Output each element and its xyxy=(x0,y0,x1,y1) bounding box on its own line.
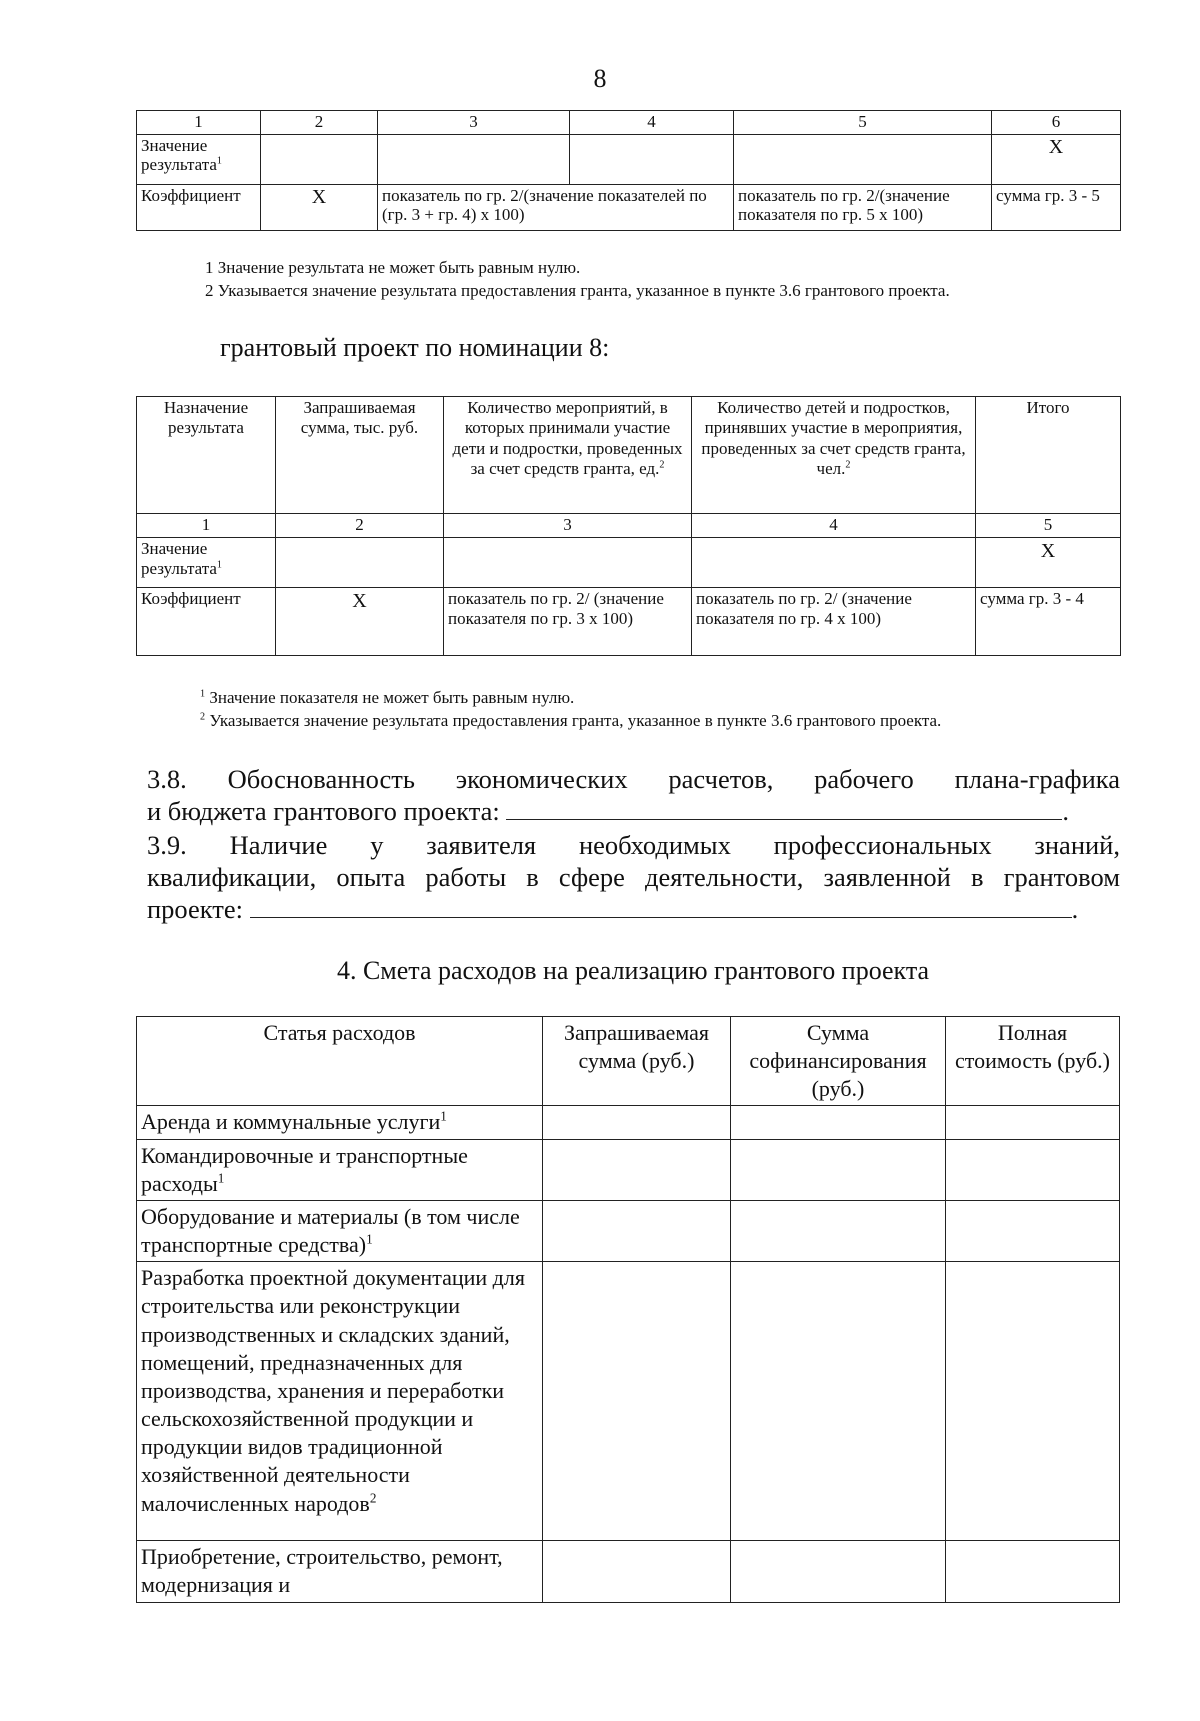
footnote: $^1$ Значение показателя не может быть равным нулю. xyxy=(200,688,575,707)
expense-item: Оборудование и материалы (в том числе транспортные средства)$^1$ xyxy=(137,1200,543,1261)
footnotes-table1 xyxy=(205,256,950,302)
table-row-numbers xyxy=(137,514,1121,538)
column-number: 2 xyxy=(261,111,378,135)
table-row-coefficient xyxy=(137,588,1121,656)
paragraph-line: проекте: . xyxy=(147,894,1079,924)
expense-item: Командировочные и транспортные расходы$^1$ xyxy=(137,1139,543,1200)
requested-amount-cell[interactable] xyxy=(543,1541,731,1602)
column-number: 4 xyxy=(570,111,734,135)
table-header-row xyxy=(137,1017,1120,1106)
formula-cell: сумма гр. 3 - 4 xyxy=(976,588,1121,656)
total-cost-cell[interactable] xyxy=(946,1106,1120,1139)
formula-cell: показатель по гр. 2/ (значение показателя по гр. 3 х 100) xyxy=(444,588,692,656)
table-row-value xyxy=(137,538,1121,588)
header-cell: Запрашиваемая сумма, тыс. руб. xyxy=(276,397,444,514)
requested-amount-cell[interactable] xyxy=(543,1200,731,1261)
requested-amount-cell[interactable] xyxy=(543,1106,731,1139)
paragraph-3-9 xyxy=(147,829,1120,925)
formula-cell: показатель по гр. 2/(значение показателей по (гр. 3 + гр. 4) х 100) xyxy=(378,185,734,231)
input-cell[interactable] xyxy=(276,538,444,588)
column-number: 5 xyxy=(734,111,992,135)
column-number: 3 xyxy=(378,111,570,135)
paragraph-line: и бюджета грантового проекта: . xyxy=(147,796,1070,826)
row-label: Значение результата$^1$ xyxy=(137,538,276,588)
results-table-continued xyxy=(136,110,1121,231)
paragraph-line: 3.8. Обоснованность экономических расчетов, рабочего плана-графика xyxy=(147,764,1120,794)
requested-amount-cell[interactable] xyxy=(543,1139,731,1200)
total-cost-cell[interactable] xyxy=(946,1541,1120,1602)
header-cell: Количество детей и подростков, принявших участие в мероприятия, проведенных за счет средств гранта, чел.$^2$ xyxy=(692,397,976,514)
input-cell[interactable] xyxy=(378,135,570,185)
header-cell: Статья расходов xyxy=(137,1017,543,1106)
requested-amount-cell[interactable] xyxy=(543,1262,731,1541)
header-cell: Количество мероприятий, в которых принимали участие дети и подростки, проведенных за счет средств гранта, ед.$^2$ xyxy=(444,397,692,514)
column-number: 4 xyxy=(692,514,976,538)
row-label: Коэффициент xyxy=(137,588,276,656)
header-cell: Запрашиваемая сумма (руб.) xyxy=(543,1017,731,1106)
column-number: 1 xyxy=(137,111,261,135)
page-number: 8 xyxy=(593,64,607,93)
budget-table xyxy=(136,1016,1120,1603)
table-row-numbers xyxy=(137,111,1121,135)
table-header-row xyxy=(137,397,1121,514)
table-row xyxy=(137,1541,1120,1602)
column-number: 5 xyxy=(976,514,1121,538)
column-number: 2 xyxy=(276,514,444,538)
cross-mark: Х xyxy=(261,185,378,231)
row-label: Коэффициент xyxy=(137,185,261,231)
fill-in-blank-qualification[interactable] xyxy=(250,895,1072,918)
input-cell[interactable] xyxy=(444,538,692,588)
cross-mark: Х xyxy=(992,135,1121,185)
input-cell[interactable] xyxy=(570,135,734,185)
footnote: 1 Значение результата не может быть равным нулю. xyxy=(205,258,581,277)
footnotes-table2 xyxy=(200,686,941,732)
expense-item: Аренда и коммунальные услуги$^1$ xyxy=(137,1106,543,1139)
input-cell[interactable] xyxy=(692,538,976,588)
formula-cell: сумма гр. 3 - 5 xyxy=(992,185,1121,231)
column-number: 6 xyxy=(992,111,1121,135)
cofinancing-amount-cell[interactable] xyxy=(731,1541,946,1602)
cofinancing-amount-cell[interactable] xyxy=(731,1200,946,1261)
formula-cell: показатель по гр. 2/(значение показателя по гр. 5 х 100) xyxy=(734,185,992,231)
table-row-value xyxy=(137,135,1121,185)
table-row xyxy=(137,1262,1120,1541)
column-number: 3 xyxy=(444,514,692,538)
table-row xyxy=(137,1106,1120,1139)
cross-mark: Х xyxy=(276,588,444,656)
header-cell: Сумма софинансирования (руб.) xyxy=(731,1017,946,1106)
input-cell[interactable] xyxy=(261,135,378,185)
header-cell: Полная стоимость (руб.) xyxy=(946,1017,1120,1106)
footnote: 2 Указывается значение результата предоставления гранта, указанное в пункте 3.6 грантового проекта. xyxy=(205,281,950,300)
results-table-nomination-8 xyxy=(136,396,1121,656)
cofinancing-amount-cell[interactable] xyxy=(731,1262,946,1541)
input-cell[interactable] xyxy=(734,135,992,185)
fill-in-blank-justification[interactable] xyxy=(506,797,1062,820)
footnote: $^2$ Указывается значение результата предоставления гранта, указанное в пункте 3.6 грантового проекта. xyxy=(200,711,942,730)
table-row xyxy=(137,1139,1120,1200)
cross-mark: Х xyxy=(976,538,1121,588)
cofinancing-amount-cell[interactable] xyxy=(731,1106,946,1139)
header-cell: Назначение результата xyxy=(137,397,276,514)
total-cost-cell[interactable] xyxy=(946,1262,1120,1541)
total-cost-cell[interactable] xyxy=(946,1139,1120,1200)
expense-item: Приобретение, строительство, ремонт, модернизация и xyxy=(137,1541,543,1602)
expense-item: Разработка проектной документации для строительства или реконструкции производственных и складских зданий, помещений, предназначенных для производства, хранения и переработки сельскохозяйственной продукции и продукции видов традиционной хозяйственной деятельности малочисленных народов$^2$ xyxy=(137,1262,543,1541)
table-row xyxy=(137,1200,1120,1261)
header-cell: Итого xyxy=(976,397,1121,514)
row-label: Значение результата$^1$ xyxy=(137,135,261,185)
paragraph-3-8 xyxy=(147,763,1120,827)
table-row-coefficient xyxy=(137,185,1121,231)
cofinancing-amount-cell[interactable] xyxy=(731,1139,946,1200)
total-cost-cell[interactable] xyxy=(946,1200,1120,1261)
formula-cell: показатель по гр. 2/ (значение показателя по гр. 4 х 100) xyxy=(692,588,976,656)
nomination-title: грантовый проект по номинации 8: xyxy=(220,333,610,362)
paragraph-line: 3.9. Наличие у заявителя необходимых профессиональных знаний, xyxy=(147,830,1120,860)
section-4-title: 4. Смета расходов на реализацию грантового проекта xyxy=(336,956,930,985)
paragraph-line: квалификации, опыта работы в сфере деятельности, заявленной в грантовом xyxy=(147,862,1120,892)
column-number: 1 xyxy=(137,514,276,538)
